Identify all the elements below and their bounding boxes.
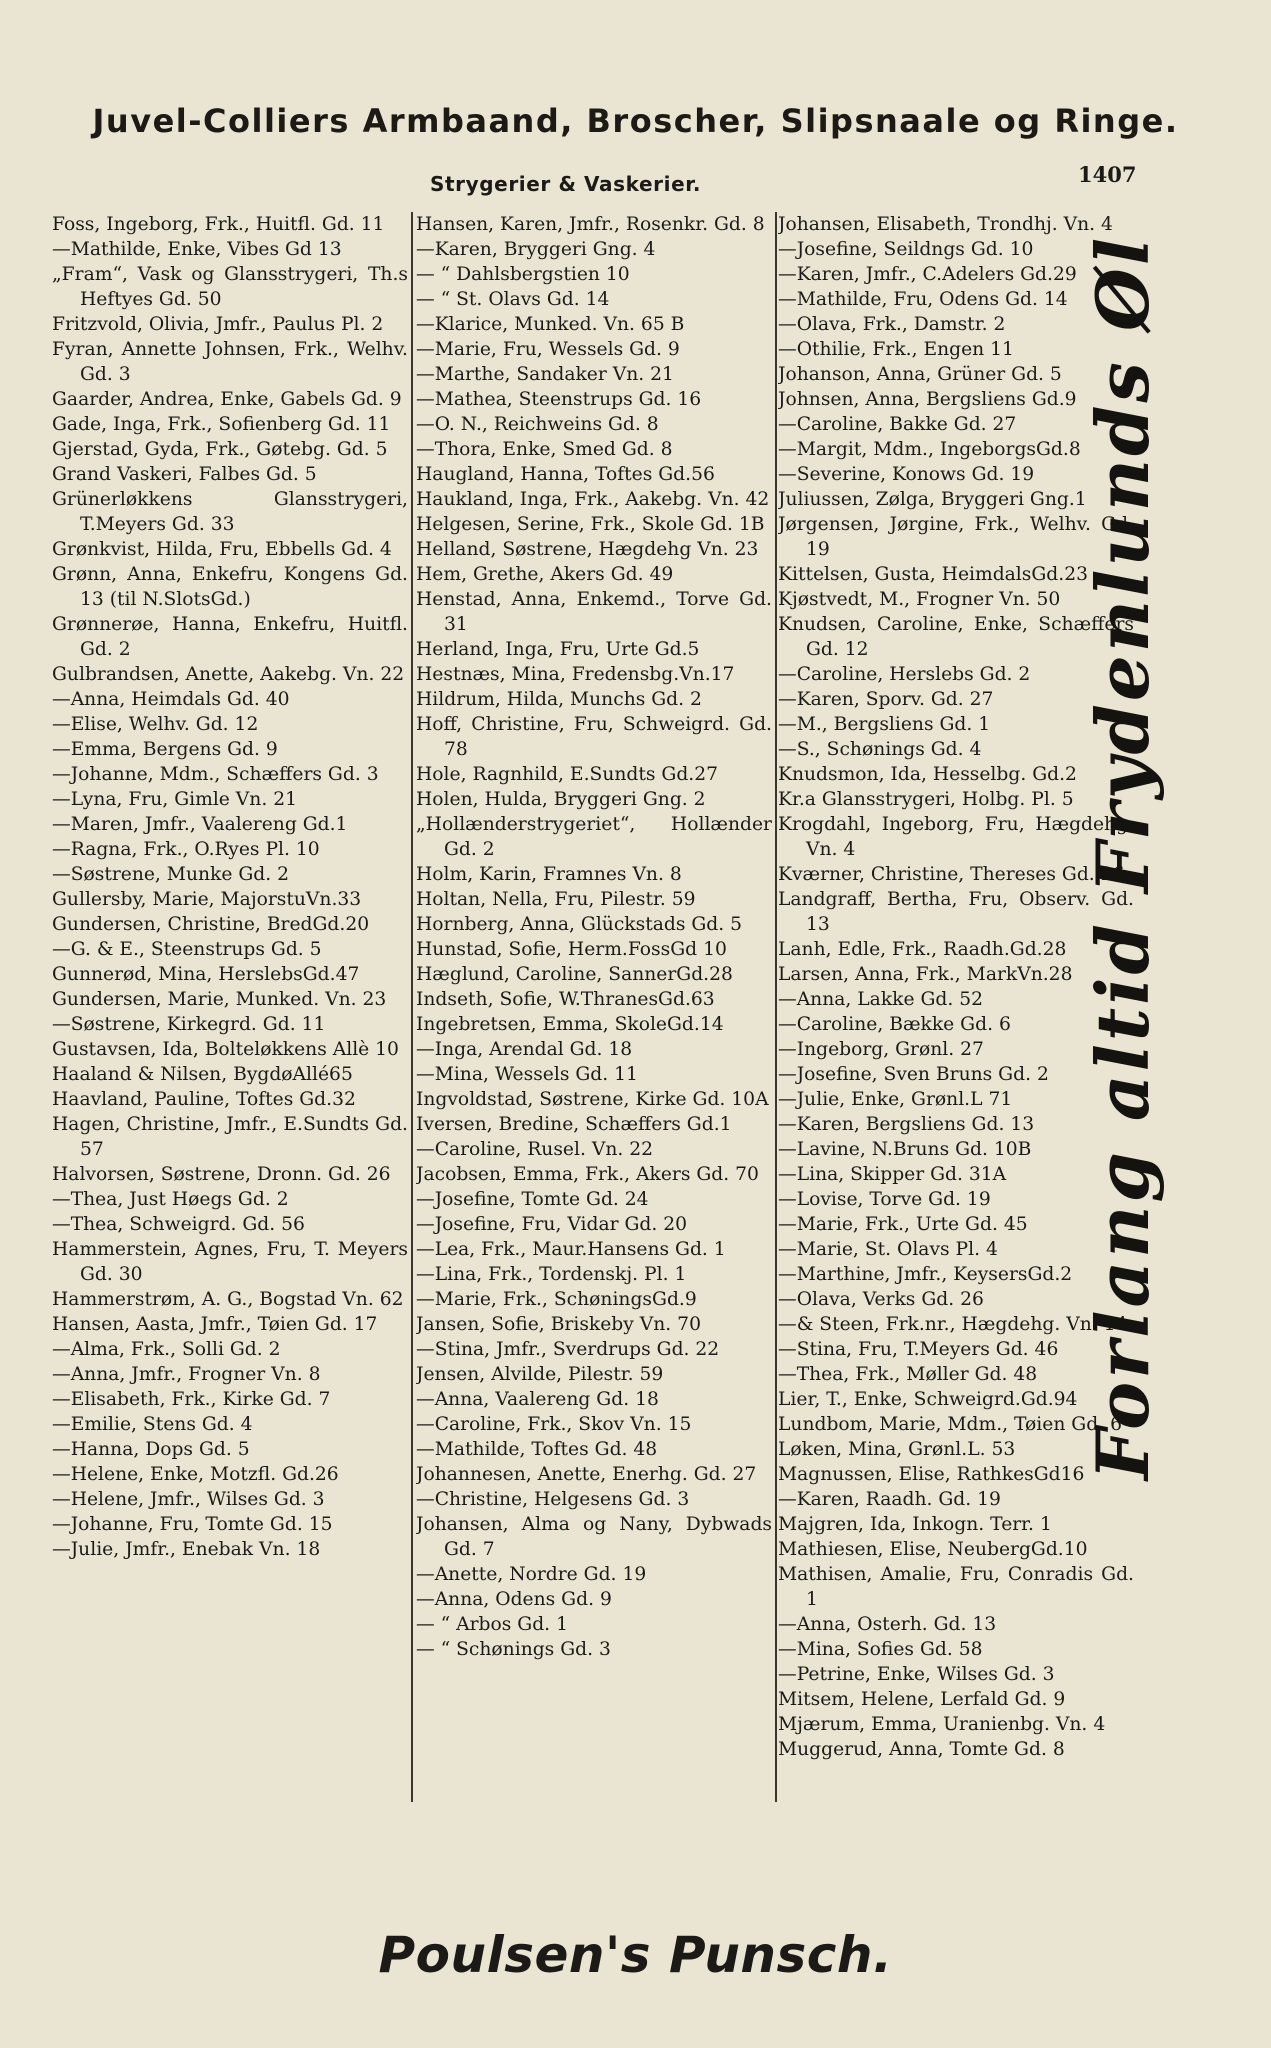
directory-entry: —Marthine, Jmfr., KeysersGd.2: [778, 1264, 1073, 1285]
directory-entry: —Anette, Nordre Gd. 19: [416, 1564, 647, 1585]
directory-entry: Jacobsen, Emma, Frk., Akers Gd. 70: [416, 1164, 759, 1185]
directory-entry: Gulbrandsen, Anette, Aakebg. Vn. 22: [52, 664, 405, 685]
directory-entry: Mjærum, Emma, Uranienbg. Vn. 4: [778, 1714, 1106, 1735]
directory-entry: —Søstrene, Kirkegrd. Gd. 11: [52, 1014, 326, 1035]
directory-entry: Holm, Karin, Framnes Vn. 8: [416, 864, 682, 885]
directory-entry: —Thea, Just Høegs Gd. 2: [52, 1189, 289, 1210]
directory-entry: Jensen, Alvilde, Pilestr. 59: [416, 1364, 664, 1385]
directory-entry: —Petrine, Enke, Wilses Gd. 3: [778, 1664, 1055, 1685]
directory-entry: —Maren, Jmfr., Vaalereng Gd.1: [52, 814, 348, 835]
directory-entry: „Fram“, Vask og Glansstrygeri, Th.s Heftyes Gd. 50: [52, 264, 408, 310]
directory-entry: Herland, Inga, Fru, Urte Gd.5: [416, 639, 700, 660]
directory-columns: [52, 212, 1134, 1912]
directory-entry: —Klarice, Munked. Vn. 65 B: [416, 314, 685, 335]
directory-entry: —Marie, Frk., SchøningsGd.9: [416, 1289, 697, 1310]
directory-entry: —Josefine, Tomte Gd. 24: [416, 1189, 649, 1210]
directory-entry: —Karen, Raadh. Gd. 19: [778, 1489, 1001, 1510]
directory-entry: —Lovise, Torve Gd. 19: [778, 1189, 991, 1210]
directory-entry: —Severine, Konows Gd. 19: [778, 464, 1035, 485]
directory-entry: —Mathilde, Toftes Gd. 48: [416, 1439, 658, 1460]
directory-entry: —Lina, Skipper Gd. 31A: [778, 1164, 1007, 1185]
directory-entry: Grünerløkkens Glansstrygeri, T.Meyers Gd. 33: [52, 489, 408, 535]
directory-entry: Jansen, Sofie, Briskeby Vn. 70: [416, 1314, 701, 1335]
directory-entry: Hammerstein, Agnes, Fru, T. Meyers Gd. 30: [52, 1239, 408, 1285]
directory-entry: Helgesen, Serine, Frk., Skole Gd. 1B: [416, 514, 765, 535]
directory-entry: —O. N., Reichweins Gd. 8: [416, 414, 659, 435]
directory-entry: Johannesen, Anette, Enerhg. Gd. 27: [416, 1464, 757, 1485]
directory-entry: Indseth, Sofie, W.ThranesGd.63: [416, 989, 715, 1010]
directory-entry: Mathiesen, Elise, NeubergGd.10: [778, 1539, 1088, 1560]
directory-entry: Knudsen, Caroline, Enke, Schæffers Gd. 12: [778, 614, 1134, 660]
directory-entry: —Thea, Schweigrd. Gd. 56: [52, 1214, 305, 1235]
directory-entry: Foss, Ingeborg, Frk., Huitfl. Gd. 11: [52, 214, 385, 235]
directory-entry: Iversen, Bredine, Schæffers Gd.1: [416, 1114, 732, 1135]
directory-entry: Hansen, Aasta, Jmfr., Tøien Gd. 17: [52, 1314, 378, 1335]
directory-entry: —Julie, Jmfr., Enebak Vn. 18: [52, 1539, 321, 1560]
directory-entry: Johansen, Elisabeth, Trondhj. Vn. 4: [778, 214, 1113, 235]
directory-entry: —Helene, Jmfr., Wilses Gd. 3: [52, 1489, 325, 1510]
directory-entry: Kr.a Glansstrygeri, Holbg. Pl. 5: [778, 789, 1074, 810]
directory-entry: Larsen, Anna, Frk., MarkVn.28: [778, 964, 1073, 985]
directory-entry: Knudsmon, Ida, Hesselbg. Gd.2: [778, 764, 1077, 785]
bottom-advertisement: Poulsen's Punsch.: [378, 1926, 893, 1984]
directory-entry: —Julie, Enke, Grønl.L 71: [778, 1089, 1013, 1110]
directory-entry: —Caroline, Frk., Skov Vn. 15: [416, 1414, 692, 1435]
directory-entry: —Anna, Lakke Gd. 52: [778, 989, 984, 1010]
directory-entry: —Othilie, Frk., Engen 11: [778, 339, 1014, 360]
directory-entry: Henstad, Anna, Enkemd., Torve Gd. 31: [416, 589, 772, 635]
directory-entry: —Caroline, Bakke Gd. 27: [778, 414, 1017, 435]
directory-entry: —Anna, Heimdals Gd. 40: [52, 689, 290, 710]
directory-entry: Ingebretsen, Emma, SkoleGd.14: [416, 1014, 724, 1035]
directory-entry: —Thora, Enke, Smed Gd. 8: [416, 439, 673, 460]
directory-entry: Haugland, Hanna, Toftes Gd.56: [416, 464, 715, 485]
directory-entry: —Josefine, Sven Bruns Gd. 2: [778, 1064, 1049, 1085]
directory-entry: Kværner, Christine, Thereses Gd. 26: [778, 864, 1125, 885]
directory-entry: —Marie, St. Olavs Pl. 4: [778, 1239, 998, 1260]
directory-entry: —Karen, Jmfr., C.Adelers Gd.29: [778, 264, 1077, 285]
directory-entry: Grønn, Anna, Enkefru, Kongens Gd. 13 (til N.SlotsGd.): [52, 564, 408, 610]
directory-entry: —Helene, Enke, Motzfl. Gd.26: [52, 1464, 339, 1485]
directory-entry: Mathisen, Amalie, Fru, Conradis Gd. 1: [778, 1564, 1134, 1610]
directory-entry: — “ St. Olavs Gd. 14: [416, 289, 610, 310]
directory-entry: —Lea, Frk., Maur.Hansens Gd. 1: [416, 1239, 726, 1260]
directory-entry: —Margit, Mdm., IngeborgsGd.8: [778, 439, 1081, 460]
directory-entry: —Hanna, Dops Gd. 5: [52, 1439, 250, 1460]
directory-entry: —Elise, Welhv. Gd. 12: [52, 714, 259, 735]
directory-entry: —Anna, Odens Gd. 9: [416, 1589, 612, 1610]
directory-entry: —Emma, Bergens Gd. 9: [52, 739, 278, 760]
directory-entry: —Mina, Wessels Gd. 11: [416, 1064, 638, 1085]
directory-entry: —Stina, Jmfr., Sverdrups Gd. 22: [416, 1339, 720, 1360]
directory-entry: Gade, Inga, Frk., Sofienberg Gd. 11: [52, 414, 391, 435]
directory-entry: Johanson, Anna, Grüner Gd. 5: [778, 364, 1062, 385]
directory-entry: —Josefine, Seildngs Gd. 10: [778, 239, 1034, 260]
top-advertisement: Juvel-Colliers Armbaand, Broscher, Slipsnaale og Ringe.: [92, 102, 1179, 140]
directory-entry: —Mathilde, Fru, Odens Gd. 14: [778, 289, 1068, 310]
directory-entry: Kjøstvedt, M., Frogner Vn. 50: [778, 589, 1061, 610]
directory-entry: —Marie, Frk., Urte Gd. 45: [778, 1214, 1028, 1235]
directory-entry: — “ Arbos Gd. 1: [416, 1614, 568, 1635]
directory-entry: Majgren, Ida, Inkogn. Terr. 1: [778, 1514, 1052, 1535]
directory-entry: Gunnerød, Mina, HerslebsGd.47: [52, 964, 360, 985]
directory-entry: Holen, Hulda, Bryggeri Gng. 2: [416, 789, 706, 810]
directory-entry: —G. & E., Steenstrups Gd. 5: [52, 939, 322, 960]
directory-entry: —Caroline, Herslebs Gd. 2: [778, 664, 1031, 685]
directory-entry: Grand Vaskeri, Falbes Gd. 5: [52, 464, 317, 485]
directory-entry: —Lavine, N.Bruns Gd. 10B: [778, 1139, 1032, 1160]
directory-entry: —M., Bergsliens Gd. 1: [778, 714, 991, 735]
directory-entry: Løken, Mina, Grønl.L. 53: [778, 1439, 1016, 1460]
directory-entry: —Thea, Frk., Møller Gd. 48: [778, 1364, 1038, 1385]
directory-entry: —Emilie, Stens Gd. 4: [52, 1414, 253, 1435]
directory-entry: —Caroline, Bække Gd. 6: [778, 1014, 1011, 1035]
directory-entry: —Josefine, Fru, Vidar Gd. 20: [416, 1214, 688, 1235]
directory-entry: Hildrum, Hilda, Munchs Gd. 2: [416, 689, 702, 710]
directory-entry: —Ragna, Frk., O.Ryes Pl. 10: [52, 839, 320, 860]
directory-entry: Lanh, Edle, Frk., Raadh.Gd.28: [778, 939, 1067, 960]
directory-entry: Haavland, Pauline, Toftes Gd.32: [52, 1089, 356, 1110]
directory-column-2: [416, 212, 772, 1912]
directory-entry: Hansen, Karen, Jmfr., Rosenkr. Gd. 8: [416, 214, 765, 235]
directory-entry: Juliussen, Zølga, Bryggeri Gng.1: [778, 489, 1087, 510]
directory-entry: Hoff, Christine, Fru, Schweigrd. Gd. 78: [416, 714, 772, 760]
directory-entry: —S., Schønings Gd. 4: [778, 739, 982, 760]
directory-entry: Hæglund, Caroline, SannerGd.28: [416, 964, 733, 985]
directory-entry: Halvorsen, Søstrene, Dronn. Gd. 26: [52, 1164, 391, 1185]
directory-entry: —Lyna, Fru, Gimle Vn. 21: [52, 789, 297, 810]
directory-entry: —Anna, Vaalereng Gd. 18: [416, 1389, 659, 1410]
directory-entry: —Karen, Bergsliens Gd. 13: [778, 1114, 1035, 1135]
directory-entry: —Marie, Fru, Wessels Gd. 9: [416, 339, 680, 360]
directory-entry: Hestnæs, Mina, Fredensbg.Vn.17: [416, 664, 735, 685]
directory-entry: Gundersen, Marie, Munked. Vn. 23: [52, 989, 387, 1010]
directory-entry: Grønkvist, Hilda, Fru, Ebbells Gd. 4: [52, 539, 392, 560]
directory-entry: Holtan, Nella, Fru, Pilestr. 59: [416, 889, 696, 910]
directory-entry: „Hollænderstrygeriet“, Hollænder Gd. 2: [416, 814, 772, 860]
directory-entry: Gjerstad, Gyda, Frk., Gøtebg. Gd. 5: [52, 439, 388, 460]
directory-entry: Jørgensen, Jørgine, Frk., Welhv. Gd. 19: [778, 514, 1134, 560]
directory-entry: Haaland & Nilsen, BygdøAllé65: [52, 1064, 353, 1085]
directory-entry: —Elisabeth, Frk., Kirke Gd. 7: [52, 1389, 331, 1410]
directory-entry: Hunstad, Sofie, Herm.FossGd 10: [416, 939, 727, 960]
directory-entry: —Anna, Jmfr., Frogner Vn. 8: [52, 1364, 321, 1385]
directory-entry: Krogdahl, Ingeborg, Fru, Hægdehg. Vn. 4: [778, 814, 1134, 860]
directory-entry: —Marthe, Sandaker Vn. 21: [416, 364, 674, 385]
directory-entry: Muggerud, Anna, Tomte Gd. 8: [778, 1739, 1065, 1760]
directory-entry: Gaarder, Andrea, Enke, Gabels Gd. 9: [52, 389, 402, 410]
section-title: Strygerier & Vaskerier.: [430, 172, 702, 196]
directory-column-1: [52, 212, 408, 1912]
directory-entry: —Mathilde, Enke, Vibes Gd 13: [52, 239, 342, 260]
directory-entry: —Mathea, Steenstrups Gd. 16: [416, 389, 702, 410]
directory-entry: Lundbom, Marie, Mdm., Tøien Gd. 6: [778, 1414, 1122, 1435]
directory-entry: —Karen, Bryggeri Gng. 4: [416, 239, 656, 260]
directory-entry: —& Steen, Frk.nr., Hægdehg. Vn. 14: [778, 1314, 1128, 1335]
directory-entry: —Olava, Frk., Damstr. 2: [778, 314, 1006, 335]
directory-entry: Hammerstrøm, A. G., Bogstad Vn. 62: [52, 1289, 404, 1310]
directory-entry: — “ Schønings Gd. 3: [416, 1639, 611, 1660]
directory-entry: — “ Dahlsbergstien 10: [416, 264, 630, 285]
directory-entry: —Alma, Frk., Solli Gd. 2: [52, 1339, 281, 1360]
directory-entry: Hole, Ragnhild, E.Sundts Gd.27: [416, 764, 719, 785]
directory-entry: —Anna, Osterh. Gd. 13: [778, 1614, 997, 1635]
directory-entry: Gullersby, Marie, MajorstuVn.33: [52, 889, 362, 910]
directory-entry: Fritzvold, Olivia, Jmfr., Paulus Pl. 2: [52, 314, 384, 335]
directory-entry: —Johanne, Mdm., Schæffers Gd. 3: [52, 764, 379, 785]
directory-entry: —Johanne, Fru, Tomte Gd. 15: [52, 1514, 333, 1535]
directory-entry: —Ingeborg, Grønl. 27: [778, 1039, 984, 1060]
directory-entry: Haukland, Inga, Frk., Aakebg. Vn. 42: [416, 489, 770, 510]
directory-entry: Helland, Søstrene, Hægdehg Vn. 23: [416, 539, 759, 560]
directory-entry: —Inga, Arendal Gd. 18: [416, 1039, 633, 1060]
directory-entry: Hagen, Christine, Jmfr., E.Sundts Gd. 57: [52, 1114, 408, 1160]
page-number: 1407: [1078, 162, 1137, 187]
directory-entry: —Christine, Helgesens Gd. 3: [416, 1489, 690, 1510]
directory-entry: —Mina, Sofies Gd. 58: [778, 1639, 983, 1660]
directory-entry: Landgraff, Bertha, Fru, Observ. Gd. 13: [778, 889, 1134, 935]
directory-entry: Hem, Grethe, Akers Gd. 49: [416, 564, 674, 585]
directory-entry: Ingvoldstad, Søstrene, Kirke Gd. 10A: [416, 1089, 769, 1110]
directory-entry: Lier, T., Enke, Schweigrd.Gd.94: [778, 1389, 1078, 1410]
directory-entry: —Søstrene, Munke Gd. 2: [52, 864, 289, 885]
directory-entry: Johansen, Alma og Nany, Dybwads Gd. 7: [416, 1514, 772, 1560]
directory-entry: Magnussen, Elise, RathkesGd16: [778, 1464, 1085, 1485]
directory-entry: Kittelsen, Gusta, HeimdalsGd.23: [778, 564, 1088, 585]
directory-entry: Gustavsen, Ida, Bolteløkkens Allè 10: [52, 1039, 399, 1060]
directory-entry: Mitsem, Helene, Lerfald Gd. 9: [778, 1689, 1066, 1710]
directory-entry: Johnsen, Anna, Bergsliens Gd.9: [778, 389, 1077, 410]
side-advertisement: Forlang altid Frydenlunds Øl: [1080, 234, 1165, 1480]
directory-entry: —Caroline, Rusel. Vn. 22: [416, 1139, 654, 1160]
directory-entry: —Lina, Frk., Tordenskj. Pl. 1: [416, 1264, 687, 1285]
directory-entry: Hornberg, Anna, Glückstads Gd. 5: [416, 914, 743, 935]
directory-entry: —Stina, Fru, T.Meyers Gd. 46: [778, 1339, 1059, 1360]
directory-entry: —Karen, Sporv. Gd. 27: [778, 689, 994, 710]
directory-entry: Grønnerøe, Hanna, Enkefru, Huitfl. Gd. 2: [52, 614, 408, 660]
directory-entry: Fyran, Annette Johnsen, Frk., Welhv. Gd. 3: [52, 339, 408, 385]
directory-entry: —Olava, Verks Gd. 26: [778, 1289, 984, 1310]
directory-entry: Gundersen, Christine, BredGd.20: [52, 914, 370, 935]
